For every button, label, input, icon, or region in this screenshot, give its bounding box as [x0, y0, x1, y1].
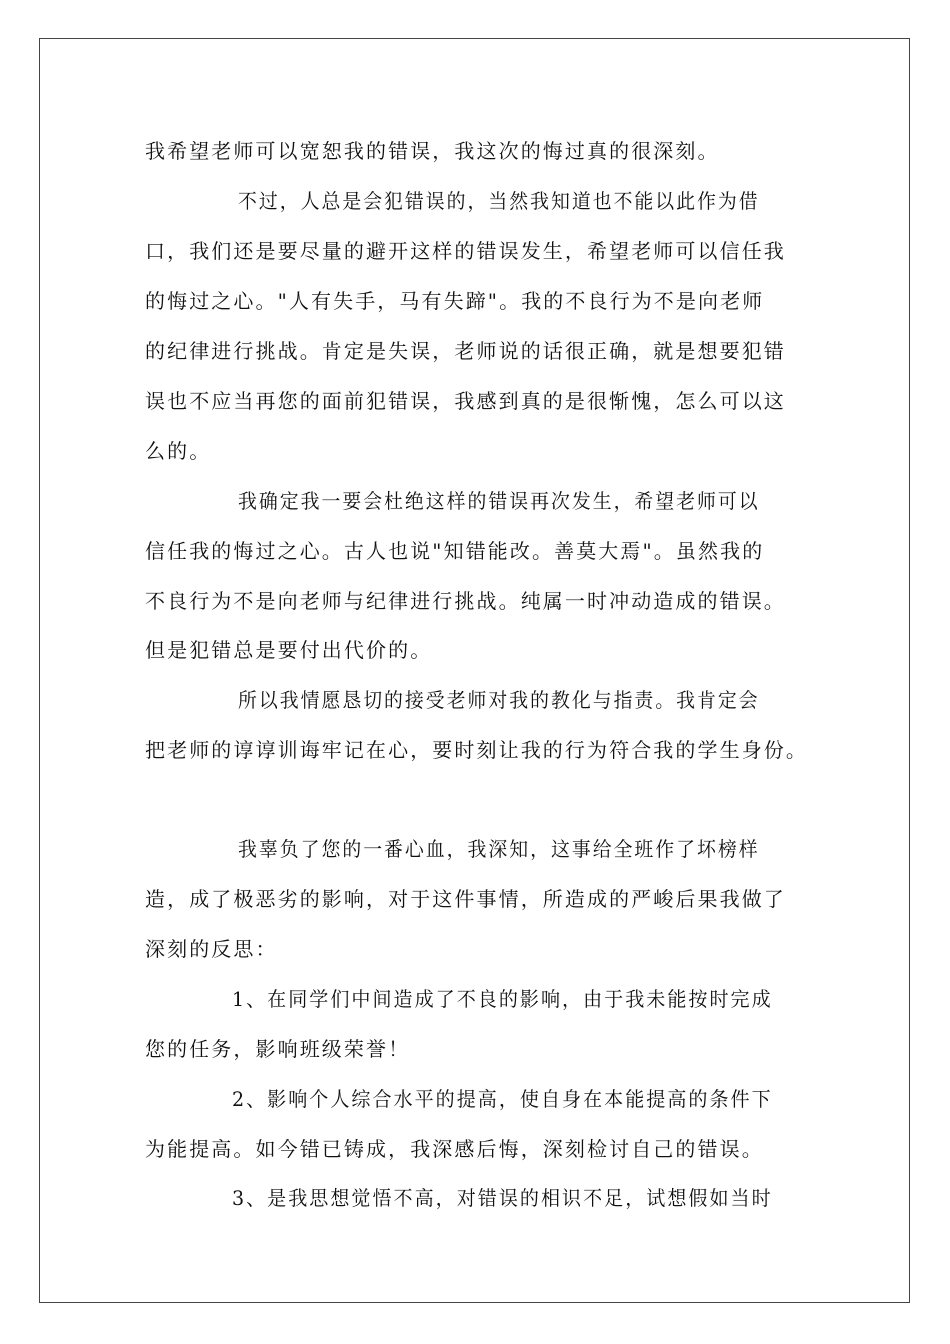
text-line: 我希望老师可以宽恕我的错误，我这次的悔过真的很深刻。: [145, 139, 720, 163]
text-line: 深刻的反思：: [145, 937, 278, 961]
text-line: 我确定我一要会杜绝这样的错误再次发生，希望老师可以: [238, 489, 760, 513]
text-line: 误也不应当再您的面前犯错误，我感到真的是很惭愧，怎么可以这: [145, 389, 786, 413]
text-line: 您的任务，影响班级荣誉！: [145, 1037, 411, 1061]
text-line: 不良行为不是向老师与纪律进行挑战。纯属一时冲动造成的错误。: [145, 589, 786, 613]
text-line: 口，我们还是要尽量的避开这样的错误发生，希望老师可以信任我: [145, 239, 786, 263]
text-line: 3、是我思想觉悟不高，对错误的相识不足，试想假如当时: [232, 1186, 773, 1210]
text-line: 2、影响个人综合水平的提高，使自身在本能提高的条件下: [232, 1087, 773, 1111]
text-line: 但是犯错总是要付出代价的。: [145, 638, 433, 662]
text-line: 不过，人总是会犯错误的，当然我知道也不能以此作为借: [238, 189, 760, 213]
page-border: [39, 38, 910, 1303]
text-line: 把老师的谆谆训诲牢记在心，要时刻让我的行为符合我的学生身份。: [145, 738, 808, 762]
text-line: 1、在同学们中间造成了不良的影响，由于我未能按时完成: [232, 987, 773, 1011]
text-line: 我辜负了您的一番心血，我深知，这事给全班作了坏榜样: [238, 837, 760, 861]
text-line: 信任我的悔过之心。古人也说"知错能改。善莫大焉"。虽然我的: [145, 539, 765, 563]
text-line: 的纪律进行挑战。肯定是失误，老师说的话很正确，就是想要犯错: [145, 339, 786, 363]
text-line: 所以我情愿恳切的接受老师对我的教化与指责。我肯定会: [238, 688, 760, 712]
text-line: 为能提高。如今错已铸成，我深感后悔，深刻检讨自己的错误。: [145, 1137, 764, 1161]
text-line: 的悔过之心。"人有失手，马有失蹄"。我的不良行为不是向老师: [145, 289, 765, 313]
text-line: 么的。: [145, 439, 212, 463]
text-line: 造，成了极恶劣的影响，对于这件事情，所造成的严峻后果我做了: [145, 887, 786, 911]
